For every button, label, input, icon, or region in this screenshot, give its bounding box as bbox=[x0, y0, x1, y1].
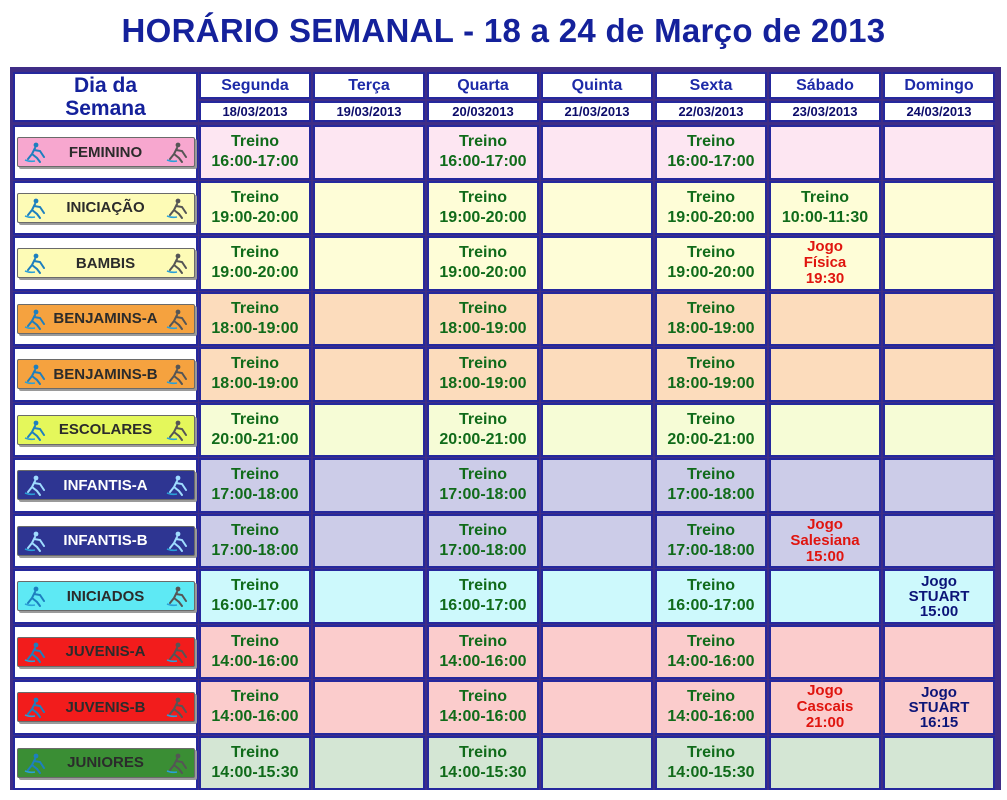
schedule-cell bbox=[769, 569, 881, 624]
schedule-cell bbox=[313, 514, 425, 569]
training-text: Treino bbox=[686, 299, 735, 317]
training-text: Treino bbox=[230, 410, 279, 428]
schedule-cell bbox=[199, 569, 311, 624]
page-title: HORÁRIO SEMANAL - 18 a 24 de Março de 2013 bbox=[121, 12, 886, 49]
game-text: STUART bbox=[908, 698, 970, 716]
schedule-cell bbox=[199, 514, 311, 569]
training-text: 19:00-20:00 bbox=[667, 208, 755, 226]
schedule-cell bbox=[883, 403, 995, 458]
schedule-cell bbox=[427, 181, 539, 236]
training-text: 20:00-21:00 bbox=[211, 430, 299, 448]
team-badge bbox=[17, 526, 195, 556]
schedule-cell bbox=[313, 181, 425, 236]
schedule-cell bbox=[541, 125, 653, 180]
training-text: 18:00-19:00 bbox=[667, 319, 755, 337]
player-icon bbox=[164, 140, 190, 164]
schedule-cell bbox=[655, 125, 767, 180]
team-badge bbox=[17, 637, 195, 667]
training-text: Treino bbox=[230, 355, 279, 373]
schedule-cell bbox=[883, 236, 995, 291]
training-text: Treino bbox=[230, 521, 279, 539]
training-text: Treino bbox=[458, 355, 507, 373]
team-badge bbox=[17, 193, 195, 223]
schedule-cell bbox=[769, 181, 881, 236]
schedule-cell bbox=[427, 736, 539, 791]
training-text: 17:00-18:00 bbox=[667, 486, 755, 504]
schedule-cell bbox=[541, 569, 653, 624]
date-header-5: 22/03/2013 bbox=[655, 101, 767, 122]
training-text: 17:00-18:00 bbox=[667, 541, 755, 559]
schedule-cell bbox=[655, 181, 767, 236]
day-header-4: Quinta bbox=[541, 72, 653, 99]
schedule-cell bbox=[199, 403, 311, 458]
schedule-cell bbox=[199, 181, 311, 236]
training-text: Treino bbox=[458, 133, 507, 151]
training-text: 16:00-17:00 bbox=[439, 153, 527, 171]
schedule-cell bbox=[769, 236, 881, 291]
schedule-cell bbox=[427, 625, 539, 680]
schedule-cell bbox=[883, 514, 995, 569]
game-text: Salesiana bbox=[790, 531, 860, 549]
training-text: 14:00-16:00 bbox=[211, 708, 299, 726]
team-label-cell bbox=[13, 625, 198, 680]
training-text: Treino bbox=[230, 688, 279, 706]
player-icon bbox=[164, 251, 190, 275]
player-icon bbox=[22, 640, 48, 664]
schedule-cell bbox=[769, 403, 881, 458]
player-icon bbox=[22, 307, 48, 331]
schedule-cell bbox=[427, 569, 539, 624]
training-text: Treino bbox=[230, 133, 279, 151]
training-text: Treino bbox=[686, 577, 735, 595]
schedule-cell bbox=[883, 347, 995, 402]
game-text: Jogo bbox=[807, 682, 843, 700]
player-icon bbox=[164, 473, 190, 497]
training-text: 18:00-19:00 bbox=[439, 319, 527, 337]
game-text: 15:00 bbox=[805, 547, 845, 565]
team-badge bbox=[17, 692, 195, 722]
player-icon bbox=[22, 140, 48, 164]
player-icon bbox=[164, 584, 190, 608]
training-text: 16:00-17:00 bbox=[439, 597, 527, 615]
team-label-cell bbox=[13, 181, 198, 236]
team-badge bbox=[17, 248, 195, 278]
day-header-7: Domingo bbox=[883, 72, 995, 99]
player-icon bbox=[22, 418, 48, 442]
corner-line-1: Dia da bbox=[73, 74, 138, 97]
training-text: Treino bbox=[686, 632, 735, 650]
team-label-cell bbox=[13, 736, 198, 791]
game-text: STUART bbox=[908, 587, 970, 605]
schedule-cell bbox=[769, 736, 881, 791]
team-badge bbox=[17, 415, 195, 445]
player-icon bbox=[164, 640, 190, 664]
training-text: 17:00-18:00 bbox=[211, 486, 299, 504]
team-label-cell bbox=[13, 569, 198, 624]
date-header-3: 20/032013 bbox=[427, 101, 539, 122]
schedule-cell bbox=[427, 347, 539, 402]
training-text: 20:00-21:00 bbox=[439, 430, 527, 448]
training-text: Treino bbox=[230, 577, 279, 595]
date-header-2: 19/03/2013 bbox=[313, 101, 425, 122]
game-text: Jogo bbox=[807, 515, 843, 533]
schedule-cell bbox=[541, 514, 653, 569]
game-text: Física bbox=[803, 254, 847, 272]
training-text: Treino bbox=[458, 299, 507, 317]
training-text: Treino bbox=[686, 410, 735, 428]
team-name: JUVENIS-B bbox=[65, 698, 146, 716]
team-name: JUNIORES bbox=[67, 754, 144, 772]
team-label-cell bbox=[13, 125, 198, 180]
schedule-cell bbox=[199, 458, 311, 513]
team-name: INICIADOS bbox=[66, 587, 145, 605]
team-label-cell bbox=[13, 514, 198, 569]
team-badge bbox=[17, 470, 195, 500]
training-text: Treino bbox=[458, 188, 507, 206]
schedule-cell bbox=[883, 181, 995, 236]
player-icon bbox=[164, 751, 190, 775]
schedule-cell bbox=[883, 292, 995, 347]
player-icon bbox=[22, 751, 48, 775]
training-text: 19:00-20:00 bbox=[211, 208, 299, 226]
schedule-cell bbox=[313, 736, 425, 791]
schedule-cell bbox=[313, 625, 425, 680]
training-text: 18:00-19:00 bbox=[211, 375, 299, 393]
team-label-cell bbox=[13, 292, 198, 347]
schedule-cell bbox=[199, 347, 311, 402]
training-text: Treino bbox=[686, 244, 735, 262]
schedule-cell bbox=[655, 292, 767, 347]
schedule-cell bbox=[769, 347, 881, 402]
training-text: 16:00-17:00 bbox=[211, 597, 299, 615]
training-text: 14:00-16:00 bbox=[667, 652, 755, 670]
player-icon bbox=[22, 196, 48, 220]
schedule-cell bbox=[313, 292, 425, 347]
schedule-cell bbox=[883, 625, 995, 680]
team-name: ESCOLARES bbox=[58, 421, 153, 439]
training-text: 17:00-18:00 bbox=[211, 541, 299, 559]
team-badge bbox=[17, 581, 195, 611]
schedule-cell bbox=[199, 125, 311, 180]
player-icon bbox=[22, 584, 48, 608]
schedule-cell bbox=[883, 125, 995, 180]
training-text: 17:00-18:00 bbox=[439, 541, 527, 559]
schedule-cell bbox=[655, 680, 767, 735]
player-icon bbox=[22, 473, 48, 497]
player-icon bbox=[22, 362, 48, 386]
team-badge bbox=[17, 359, 195, 389]
training-text: 19:00-20:00 bbox=[439, 208, 527, 226]
training-text: Treino bbox=[230, 299, 279, 317]
player-icon bbox=[164, 695, 190, 719]
player-icon bbox=[164, 529, 190, 553]
training-text: 16:00-17:00 bbox=[667, 153, 755, 171]
player-icon bbox=[22, 251, 48, 275]
day-header-6: Sábado bbox=[769, 72, 881, 99]
training-text: 16:00-17:00 bbox=[667, 597, 755, 615]
day-header-1: Segunda bbox=[199, 72, 311, 99]
game-text: 19:30 bbox=[805, 270, 845, 288]
schedule-cell bbox=[769, 680, 881, 735]
training-text: Treino bbox=[686, 133, 735, 151]
schedule-cell bbox=[883, 680, 995, 735]
game-text: 16:15 bbox=[919, 713, 959, 731]
schedule-cell bbox=[427, 514, 539, 569]
schedule-cell bbox=[199, 680, 311, 735]
schedule-cell bbox=[655, 625, 767, 680]
training-text: Treino bbox=[230, 466, 279, 484]
day-header-3: Quarta bbox=[427, 72, 539, 99]
training-text: 17:00-18:00 bbox=[439, 486, 527, 504]
training-text: 19:00-20:00 bbox=[667, 264, 755, 282]
schedule-cell bbox=[427, 125, 539, 180]
date-header-7: 24/03/2013 bbox=[883, 101, 995, 122]
schedule-cell bbox=[769, 514, 881, 569]
team-badge bbox=[17, 748, 195, 778]
game-text: Jogo bbox=[807, 238, 843, 256]
schedule-cell bbox=[655, 403, 767, 458]
player-icon bbox=[164, 196, 190, 220]
team-name: JUVENIS-A bbox=[65, 643, 146, 661]
schedule-cell bbox=[541, 347, 653, 402]
training-text: Treino bbox=[686, 521, 735, 539]
player-icon bbox=[22, 695, 48, 719]
player-icon bbox=[164, 307, 190, 331]
training-text: 18:00-19:00 bbox=[211, 319, 299, 337]
date-header-6: 23/03/2013 bbox=[769, 101, 881, 122]
training-text: Treino bbox=[458, 521, 507, 539]
training-text: Treino bbox=[458, 632, 507, 650]
schedule-cell bbox=[541, 680, 653, 735]
training-text: 16:00-17:00 bbox=[211, 153, 299, 171]
schedule-cell bbox=[199, 292, 311, 347]
date-header-4: 21/03/2013 bbox=[541, 101, 653, 122]
training-text: Treino bbox=[458, 466, 507, 484]
schedule-cell bbox=[883, 458, 995, 513]
training-text: Treino bbox=[458, 577, 507, 595]
schedule-cell bbox=[541, 292, 653, 347]
training-text: Treino bbox=[686, 743, 735, 761]
schedule-cell bbox=[541, 236, 653, 291]
team-name: FEMININO bbox=[68, 143, 143, 161]
corner-line-2: Semana bbox=[65, 97, 146, 120]
training-text: 18:00-19:00 bbox=[667, 375, 755, 393]
schedule-cell bbox=[655, 458, 767, 513]
schedule-cell bbox=[427, 458, 539, 513]
schedule-cell bbox=[199, 625, 311, 680]
team-label-cell bbox=[13, 403, 198, 458]
schedule-cell bbox=[655, 514, 767, 569]
schedule-cell bbox=[313, 125, 425, 180]
training-text: Treino bbox=[230, 743, 279, 761]
schedule-cell bbox=[541, 403, 653, 458]
schedule-cell bbox=[313, 347, 425, 402]
training-text: Treino bbox=[458, 743, 507, 761]
team-name: BAMBIS bbox=[75, 254, 136, 272]
game-text: 21:00 bbox=[805, 714, 845, 732]
game-text: Jogo bbox=[921, 572, 957, 590]
training-text: 20:00-21:00 bbox=[667, 430, 755, 448]
training-text: Treino bbox=[458, 244, 507, 262]
schedule-table bbox=[10, 67, 1001, 790]
schedule-cell bbox=[541, 736, 653, 791]
training-text: 14:00-16:00 bbox=[439, 652, 527, 670]
team-label-cell bbox=[13, 347, 198, 402]
game-text: Jogo bbox=[921, 683, 957, 701]
training-text: 14:00-15:30 bbox=[211, 763, 299, 781]
player-icon bbox=[164, 418, 190, 442]
training-text: 14:00-16:00 bbox=[439, 708, 527, 726]
schedule-cell bbox=[427, 403, 539, 458]
schedule-cell bbox=[199, 236, 311, 291]
player-icon bbox=[164, 362, 190, 386]
schedule-cell bbox=[427, 236, 539, 291]
schedule-cell bbox=[541, 458, 653, 513]
schedule-cell bbox=[313, 569, 425, 624]
schedule-cell bbox=[541, 181, 653, 236]
day-header-5: Sexta bbox=[655, 72, 767, 99]
training-text: 14:00-15:30 bbox=[439, 763, 527, 781]
game-text: 15:00 bbox=[919, 602, 959, 620]
training-text: 14:00-15:30 bbox=[667, 763, 755, 781]
team-label-cell bbox=[13, 236, 198, 291]
training-text: Treino bbox=[686, 466, 735, 484]
training-text: 18:00-19:00 bbox=[439, 375, 527, 393]
training-text: Treino bbox=[686, 688, 735, 706]
schedule-cell bbox=[655, 347, 767, 402]
day-header-2: Terça bbox=[313, 72, 425, 99]
team-badge bbox=[17, 304, 195, 334]
corner-header bbox=[13, 72, 198, 122]
schedule-cell bbox=[655, 736, 767, 791]
training-text: Treino bbox=[230, 244, 279, 262]
schedule-cell bbox=[655, 236, 767, 291]
schedule-cell bbox=[541, 625, 653, 680]
team-name: BENJAMINS-B bbox=[53, 365, 158, 383]
training-text: 10:00-11:30 bbox=[781, 208, 869, 226]
training-text: Treino bbox=[458, 688, 507, 706]
training-text: 19:00-20:00 bbox=[211, 264, 299, 282]
team-badge bbox=[17, 137, 195, 167]
schedule-cell bbox=[313, 680, 425, 735]
team-name: BENJAMINS-A bbox=[53, 310, 158, 328]
schedule-cell bbox=[655, 569, 767, 624]
schedule-cell bbox=[769, 458, 881, 513]
training-text: Treino bbox=[686, 355, 735, 373]
team-label-cell bbox=[13, 680, 198, 735]
game-text: Cascais bbox=[796, 698, 854, 716]
schedule-cell bbox=[313, 403, 425, 458]
training-text: 19:00-20:00 bbox=[439, 264, 527, 282]
team-name: INFANTIS-B bbox=[63, 532, 148, 550]
date-header-1: 18/03/2013 bbox=[199, 101, 311, 122]
team-name: INICIAÇÃO bbox=[66, 199, 145, 217]
schedule-cell bbox=[769, 625, 881, 680]
schedule-cell bbox=[313, 236, 425, 291]
schedule-cell bbox=[883, 736, 995, 791]
schedule-cell bbox=[313, 458, 425, 513]
training-text: 14:00-16:00 bbox=[211, 652, 299, 670]
training-text: Treino bbox=[230, 632, 279, 650]
team-label-cell bbox=[13, 458, 198, 513]
schedule-cell bbox=[427, 680, 539, 735]
schedule-cell bbox=[883, 569, 995, 624]
schedule-cell bbox=[199, 736, 311, 791]
training-text: Treino bbox=[230, 188, 279, 206]
training-text: Treino bbox=[458, 410, 507, 428]
training-text: Treino bbox=[800, 188, 849, 206]
training-text: Treino bbox=[686, 188, 735, 206]
schedule-cell bbox=[769, 125, 881, 180]
training-text: 14:00-16:00 bbox=[667, 708, 755, 726]
team-name: INFANTIS-A bbox=[63, 476, 148, 494]
schedule-cell bbox=[769, 292, 881, 347]
player-icon bbox=[22, 529, 48, 553]
schedule-cell bbox=[427, 292, 539, 347]
